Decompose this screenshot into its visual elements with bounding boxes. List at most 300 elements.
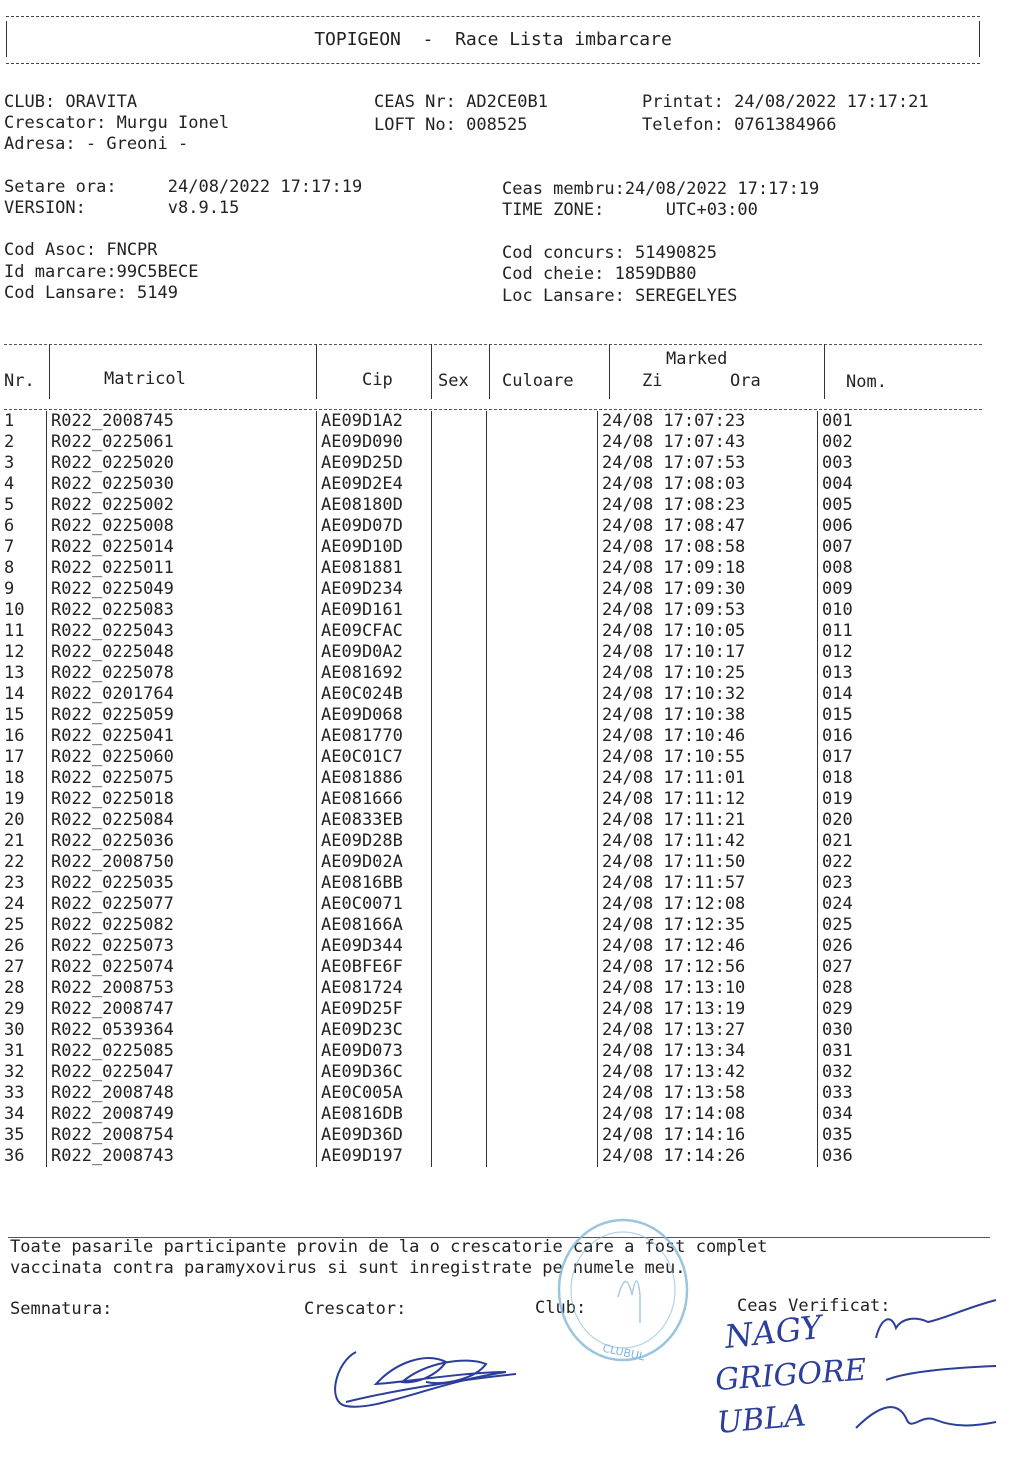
header-divider — [49, 344, 50, 399]
row-matricol: R022_0225035 — [47, 873, 317, 894]
row-sex — [432, 1020, 487, 1041]
table-row — [4, 411, 942, 432]
row-marked: 24/08 17:11:57 — [598, 873, 818, 894]
table-row — [4, 936, 942, 957]
row-marked: 24/08 17:12:46 — [598, 936, 818, 957]
table-row — [4, 579, 942, 600]
row-matricol: R022_2008748 — [47, 1083, 317, 1104]
table-row — [4, 915, 942, 936]
row-culoare — [487, 810, 598, 831]
row-marked: 24/08 17:07:43 — [598, 432, 818, 453]
row-sex — [432, 516, 487, 537]
setare-ora: Setare ora: 24/08/2022 17:17:19 — [4, 177, 363, 197]
row-sex — [432, 558, 487, 579]
loc-lansare: Loc Lansare: SEREGELYES — [502, 286, 738, 306]
row-marked: 24/08 17:14:26 — [598, 1146, 818, 1167]
row-sex — [432, 474, 487, 495]
row-matricol: R022_0225060 — [47, 747, 317, 768]
row-matricol: R022_0225061 — [47, 432, 317, 453]
row-cip: AE09D36D — [317, 1125, 432, 1146]
table-row — [4, 1146, 942, 1167]
header-sex: Sex — [438, 371, 469, 391]
row-matricol: R022_0225036 — [47, 831, 317, 852]
header-divider — [609, 344, 610, 399]
row-nr: 22 — [4, 852, 25, 872]
row-sex — [432, 621, 487, 642]
table-row — [4, 747, 942, 768]
row-marked: 24/08 17:10:55 — [598, 747, 818, 768]
row-nr: 6 — [4, 516, 15, 536]
row-marked: 24/08 17:10:32 — [598, 684, 818, 705]
row-cip: AE09D23C — [317, 1020, 432, 1041]
row-culoare — [487, 432, 598, 453]
row-nr: 7 — [4, 537, 15, 557]
ceas-nr: CEAS Nr: AD2CE0B1 — [374, 92, 548, 112]
statement-line-2: vaccinata contra paramyxovirus si sunt inregistrate pe numele meu. — [10, 1258, 686, 1278]
row-cip: AE09D25D — [317, 453, 432, 474]
row-cip: AE09D10D — [317, 537, 432, 558]
row-matricol: R022_0225018 — [47, 789, 317, 810]
row-sex — [432, 789, 487, 810]
row-cip: AE09D344 — [317, 936, 432, 957]
table-header-rule — [4, 409, 982, 410]
row-nom: 018 — [818, 768, 943, 789]
row-nr: 9 — [4, 579, 15, 599]
row-sex — [432, 999, 487, 1020]
row-nom: 024 — [818, 894, 943, 915]
row-nom: 015 — [818, 705, 943, 726]
row-marked: 24/08 17:12:35 — [598, 915, 818, 936]
row-matricol: R022_0225011 — [47, 558, 317, 579]
row-cip: AE08180D — [317, 495, 432, 516]
row-marked: 24/08 17:13:34 — [598, 1041, 818, 1062]
row-marked: 24/08 17:12:56 — [598, 957, 818, 978]
page-title: TOPIGEON - Race Lista imbarcare — [314, 29, 672, 50]
row-cip: AE0816BB — [317, 873, 432, 894]
row-nr: 27 — [4, 957, 25, 977]
row-nr: 26 — [4, 936, 25, 956]
handwritten-grigore: GRIGORE — [714, 1352, 868, 1398]
row-nr: 8 — [4, 558, 15, 578]
row-cip: AE09D234 — [317, 579, 432, 600]
row-marked: 24/08 17:10:25 — [598, 663, 818, 684]
row-marked: 24/08 17:13:27 — [598, 1020, 818, 1041]
table-row — [4, 642, 942, 663]
table-row — [4, 852, 942, 873]
row-marked: 24/08 17:07:23 — [598, 411, 818, 432]
row-sex — [432, 873, 487, 894]
row-culoare — [487, 915, 598, 936]
time-zone: TIME ZONE: UTC+03:00 — [502, 200, 758, 220]
row-nom: 012 — [818, 642, 943, 663]
header-divider — [431, 344, 432, 399]
cod-concurs: Cod concurs: 51490825 — [502, 243, 717, 263]
row-marked: 24/08 17:11:21 — [598, 810, 818, 831]
row-matricol: R022_0225041 — [47, 726, 317, 747]
row-sex — [432, 768, 487, 789]
row-nom: 029 — [818, 999, 943, 1020]
row-sex — [432, 453, 487, 474]
row-culoare — [487, 558, 598, 579]
table-row — [4, 537, 942, 558]
row-marked: 24/08 17:08:03 — [598, 474, 818, 495]
table-row — [4, 726, 942, 747]
row-cip: AE081666 — [317, 789, 432, 810]
table-row — [4, 831, 942, 852]
row-marked: 24/08 17:09:53 — [598, 600, 818, 621]
row-nom: 005 — [818, 495, 943, 516]
table-row — [4, 432, 942, 453]
row-culoare — [487, 747, 598, 768]
header-culoare: Culoare — [502, 371, 574, 391]
row-sex — [432, 1041, 487, 1062]
row-culoare — [487, 1062, 598, 1083]
table-row — [4, 621, 942, 642]
statement-line-1: Toate pasarile participante provin de la o crescatorie care a fost complet — [10, 1237, 768, 1257]
row-matricol: R022_2008747 — [47, 999, 317, 1020]
row-culoare — [487, 453, 598, 474]
row-culoare — [487, 1125, 598, 1146]
row-culoare — [487, 726, 598, 747]
row-cip: AE09D1A2 — [317, 411, 432, 432]
row-culoare — [487, 831, 598, 852]
row-sex — [432, 894, 487, 915]
row-sex — [432, 810, 487, 831]
row-culoare — [487, 1041, 598, 1062]
row-marked: 24/08 17:08:47 — [598, 516, 818, 537]
row-cip: AE08166A — [317, 915, 432, 936]
row-culoare — [487, 663, 598, 684]
table-row — [4, 495, 942, 516]
row-nr: 2 — [4, 432, 15, 452]
row-culoare — [487, 768, 598, 789]
header-divider — [489, 344, 490, 399]
stamp-text: CLUBUL — [601, 1341, 647, 1364]
club-name: CLUB: ORAVITA — [4, 92, 138, 112]
row-marked: 24/08 17:14:16 — [598, 1125, 818, 1146]
club-stamp — [548, 1212, 698, 1372]
row-nr: 15 — [4, 705, 25, 725]
row-sex — [432, 831, 487, 852]
table-row — [4, 684, 942, 705]
row-nom: 030 — [818, 1020, 943, 1041]
table-row — [4, 1104, 942, 1125]
row-matricol: R022_0225082 — [47, 915, 317, 936]
row-nom: 035 — [818, 1125, 943, 1146]
row-sex — [432, 1125, 487, 1146]
row-cip: AE081770 — [317, 726, 432, 747]
row-nr: 13 — [4, 663, 25, 683]
row-nom: 017 — [818, 747, 943, 768]
row-marked: 24/08 17:14:08 — [598, 1104, 818, 1125]
row-matricol: R022_2008743 — [47, 1146, 317, 1167]
row-marked: 24/08 17:10:38 — [598, 705, 818, 726]
semnatura-label: Semnatura: — [10, 1299, 113, 1319]
row-marked: 24/08 17:11:01 — [598, 768, 818, 789]
row-matricol: R022_0225047 — [47, 1062, 317, 1083]
table-row — [4, 453, 942, 474]
table-row — [4, 1062, 942, 1083]
row-matricol: R022_0225049 — [47, 579, 317, 600]
row-nom: 001 — [818, 411, 943, 432]
row-cip: AE09D2E4 — [317, 474, 432, 495]
row-matricol: R022_0225073 — [47, 936, 317, 957]
row-cip: AE09D073 — [317, 1041, 432, 1062]
row-nom: 003 — [818, 453, 943, 474]
row-matricol: R022_0225043 — [47, 621, 317, 642]
row-matricol: R022_0225075 — [47, 768, 317, 789]
row-nom: 026 — [818, 936, 943, 957]
row-cip: AE09D25F — [317, 999, 432, 1020]
row-cip: AE0C005A — [317, 1083, 432, 1104]
row-nom: 036 — [818, 1146, 943, 1167]
row-cip: AE0C0071 — [317, 894, 432, 915]
row-matricol: R022_0225074 — [47, 957, 317, 978]
row-nom: 013 — [818, 663, 943, 684]
table-row — [4, 663, 942, 684]
row-cip: AE09D0A2 — [317, 642, 432, 663]
table-row — [4, 810, 942, 831]
row-marked: 24/08 17:12:08 — [598, 894, 818, 915]
table-row — [4, 894, 942, 915]
row-marked: 24/08 17:13:19 — [598, 999, 818, 1020]
row-nom: 033 — [818, 1083, 943, 1104]
row-culoare — [487, 894, 598, 915]
row-matricol: R022_2008749 — [47, 1104, 317, 1125]
row-nr: 19 — [4, 789, 25, 809]
row-marked: 24/08 17:09:18 — [598, 558, 818, 579]
row-marked: 24/08 17:08:58 — [598, 537, 818, 558]
telefon: Telefon: 0761384966 — [642, 115, 837, 135]
row-cip: AE0816DB — [317, 1104, 432, 1125]
header-divider — [824, 344, 825, 399]
row-sex — [432, 1062, 487, 1083]
row-marked: 24/08 17:13:10 — [598, 978, 818, 999]
row-nom: 023 — [818, 873, 943, 894]
row-culoare — [487, 852, 598, 873]
row-culoare — [487, 642, 598, 663]
row-cip: AE0BFE6F — [317, 957, 432, 978]
row-cip: AE09D28B — [317, 831, 432, 852]
row-nom: 022 — [818, 852, 943, 873]
row-culoare — [487, 957, 598, 978]
row-culoare — [487, 579, 598, 600]
row-marked: 24/08 17:09:30 — [598, 579, 818, 600]
table-row — [4, 1125, 942, 1146]
row-nr: 14 — [4, 684, 25, 704]
row-matricol: R022_0225048 — [47, 642, 317, 663]
row-nr: 20 — [4, 810, 25, 830]
row-nr: 11 — [4, 621, 25, 641]
loft-no: LOFT No: 008525 — [374, 115, 528, 135]
row-nr: 5 — [4, 495, 15, 515]
row-cip: AE081724 — [317, 978, 432, 999]
row-matricol: R022_0225014 — [47, 537, 317, 558]
row-matricol: R022_0225078 — [47, 663, 317, 684]
row-cip: AE09D36C — [317, 1062, 432, 1083]
row-culoare — [487, 621, 598, 642]
ceas-membru: Ceas membru:24/08/2022 17:17:19 — [502, 179, 820, 199]
row-nr: 10 — [4, 600, 25, 620]
row-culoare — [487, 1083, 598, 1104]
row-culoare — [487, 873, 598, 894]
row-sex — [432, 726, 487, 747]
table-row — [4, 999, 942, 1020]
row-nr: 33 — [4, 1083, 25, 1103]
row-cip: AE0833EB — [317, 810, 432, 831]
cod-asoc: Cod Asoc: FNCPR — [4, 240, 158, 260]
cod-lansare: Cod Lansare: 5149 — [4, 283, 178, 303]
table-row — [4, 558, 942, 579]
row-nom: 025 — [818, 915, 943, 936]
row-nom: 028 — [818, 978, 943, 999]
row-nom: 006 — [818, 516, 943, 537]
row-sex — [432, 600, 487, 621]
row-cip: AE0C01C7 — [317, 747, 432, 768]
row-sex — [432, 705, 487, 726]
row-cip: AE09D090 — [317, 432, 432, 453]
row-matricol: R022_2008745 — [47, 411, 317, 432]
table-row — [4, 1083, 942, 1104]
row-nr: 3 — [4, 453, 15, 473]
row-nom: 010 — [818, 600, 943, 621]
row-nom: 032 — [818, 1062, 943, 1083]
row-marked: 24/08 17:13:42 — [598, 1062, 818, 1083]
row-culoare — [487, 537, 598, 558]
row-marked: 24/08 17:10:17 — [598, 642, 818, 663]
row-nr: 16 — [4, 726, 25, 746]
table-row — [4, 957, 942, 978]
version: VERSION: v8.9.15 — [4, 198, 240, 218]
table-top-rule — [4, 344, 982, 345]
row-matricol: R022_0225077 — [47, 894, 317, 915]
row-sex — [432, 432, 487, 453]
ceas-verificat-signature — [706, 1288, 1006, 1448]
row-marked: 24/08 17:11:12 — [598, 789, 818, 810]
row-matricol: R022_2008753 — [47, 978, 317, 999]
row-matricol: R022_0225008 — [47, 516, 317, 537]
row-cip: AE09D068 — [317, 705, 432, 726]
row-cip: AE081886 — [317, 768, 432, 789]
row-culoare — [487, 1020, 598, 1041]
row-sex — [432, 663, 487, 684]
row-cip: AE09D161 — [317, 600, 432, 621]
row-sex — [432, 957, 487, 978]
row-sex — [432, 936, 487, 957]
row-nr: 30 — [4, 1020, 25, 1040]
table-row — [4, 978, 942, 999]
row-culoare — [487, 684, 598, 705]
row-nom: 004 — [818, 474, 943, 495]
crescator-signature — [316, 1322, 526, 1422]
table-row — [4, 474, 942, 495]
row-nom: 016 — [818, 726, 943, 747]
row-matricol: R022_0225002 — [47, 495, 317, 516]
row-nom: 002 — [818, 432, 943, 453]
row-nr: 18 — [4, 768, 25, 788]
header-matricol: Matricol — [104, 369, 186, 389]
row-matricol: R022_0225085 — [47, 1041, 317, 1062]
row-culoare — [487, 999, 598, 1020]
handwritten-ubla: UBLA — [715, 1398, 808, 1441]
row-sex — [432, 642, 487, 663]
row-cip: AE081692 — [317, 663, 432, 684]
table-row — [4, 600, 942, 621]
row-culoare — [487, 789, 598, 810]
row-nr: 21 — [4, 831, 25, 851]
row-nom: 008 — [818, 558, 943, 579]
row-culoare — [487, 936, 598, 957]
table-row — [4, 1041, 942, 1062]
row-sex — [432, 1104, 487, 1125]
crescator-name: Crescator: Murgu Ionel — [4, 113, 230, 133]
row-nom: 031 — [818, 1041, 943, 1062]
row-nr: 32 — [4, 1062, 25, 1082]
row-cip: AE081881 — [317, 558, 432, 579]
row-sex — [432, 852, 487, 873]
row-nr: 12 — [4, 642, 25, 662]
row-nom: 020 — [818, 810, 943, 831]
row-sex — [432, 1083, 487, 1104]
row-sex — [432, 579, 487, 600]
row-cip: AE09D07D — [317, 516, 432, 537]
row-nr: 28 — [4, 978, 25, 998]
header-zi: Zi — [642, 371, 663, 391]
row-matricol: R022_0225020 — [47, 453, 317, 474]
row-culoare — [487, 516, 598, 537]
race-table — [4, 411, 942, 1167]
row-nr: 36 — [4, 1146, 25, 1166]
table-row — [4, 1020, 942, 1041]
row-culoare — [487, 978, 598, 999]
row-nom: 027 — [818, 957, 943, 978]
row-marked: 24/08 17:08:23 — [598, 495, 818, 516]
row-sex — [432, 495, 487, 516]
row-matricol: R022_0225084 — [47, 810, 317, 831]
header-nom: Nom. — [846, 372, 887, 392]
row-marked: 24/08 17:11:50 — [598, 852, 818, 873]
row-culoare — [487, 600, 598, 621]
row-sex — [432, 537, 487, 558]
row-nom: 009 — [818, 579, 943, 600]
row-matricol: R022_0201764 — [47, 684, 317, 705]
row-nom: 034 — [818, 1104, 943, 1125]
row-culoare — [487, 705, 598, 726]
row-marked: 24/08 17:10:46 — [598, 726, 818, 747]
row-sex — [432, 747, 487, 768]
row-nr: 34 — [4, 1104, 25, 1124]
row-nr: 25 — [4, 915, 25, 935]
table-row — [4, 768, 942, 789]
adresa: Adresa: - Greoni - — [4, 134, 189, 154]
row-matricol: R022_0539364 — [47, 1020, 317, 1041]
crescator-label: Crescator: — [304, 1299, 407, 1319]
club-label: Club: — [535, 1298, 587, 1318]
ceas-verificat-label: Ceas Verificat: — [737, 1296, 891, 1316]
row-marked: 24/08 17:13:58 — [598, 1083, 818, 1104]
row-nr: 1 — [4, 411, 15, 431]
row-nr: 31 — [4, 1041, 25, 1061]
row-nr: 4 — [4, 474, 15, 494]
header-marked: Marked — [666, 349, 728, 369]
row-matricol: R022_0225030 — [47, 474, 317, 495]
header-nr: Nr. — [4, 371, 35, 391]
row-nom: 019 — [818, 789, 943, 810]
row-nr: 17 — [4, 747, 25, 767]
row-nom: 014 — [818, 684, 943, 705]
row-marked: 24/08 17:07:53 — [598, 453, 818, 474]
id-marcare: Id marcare:99C5BECE — [4, 262, 199, 282]
